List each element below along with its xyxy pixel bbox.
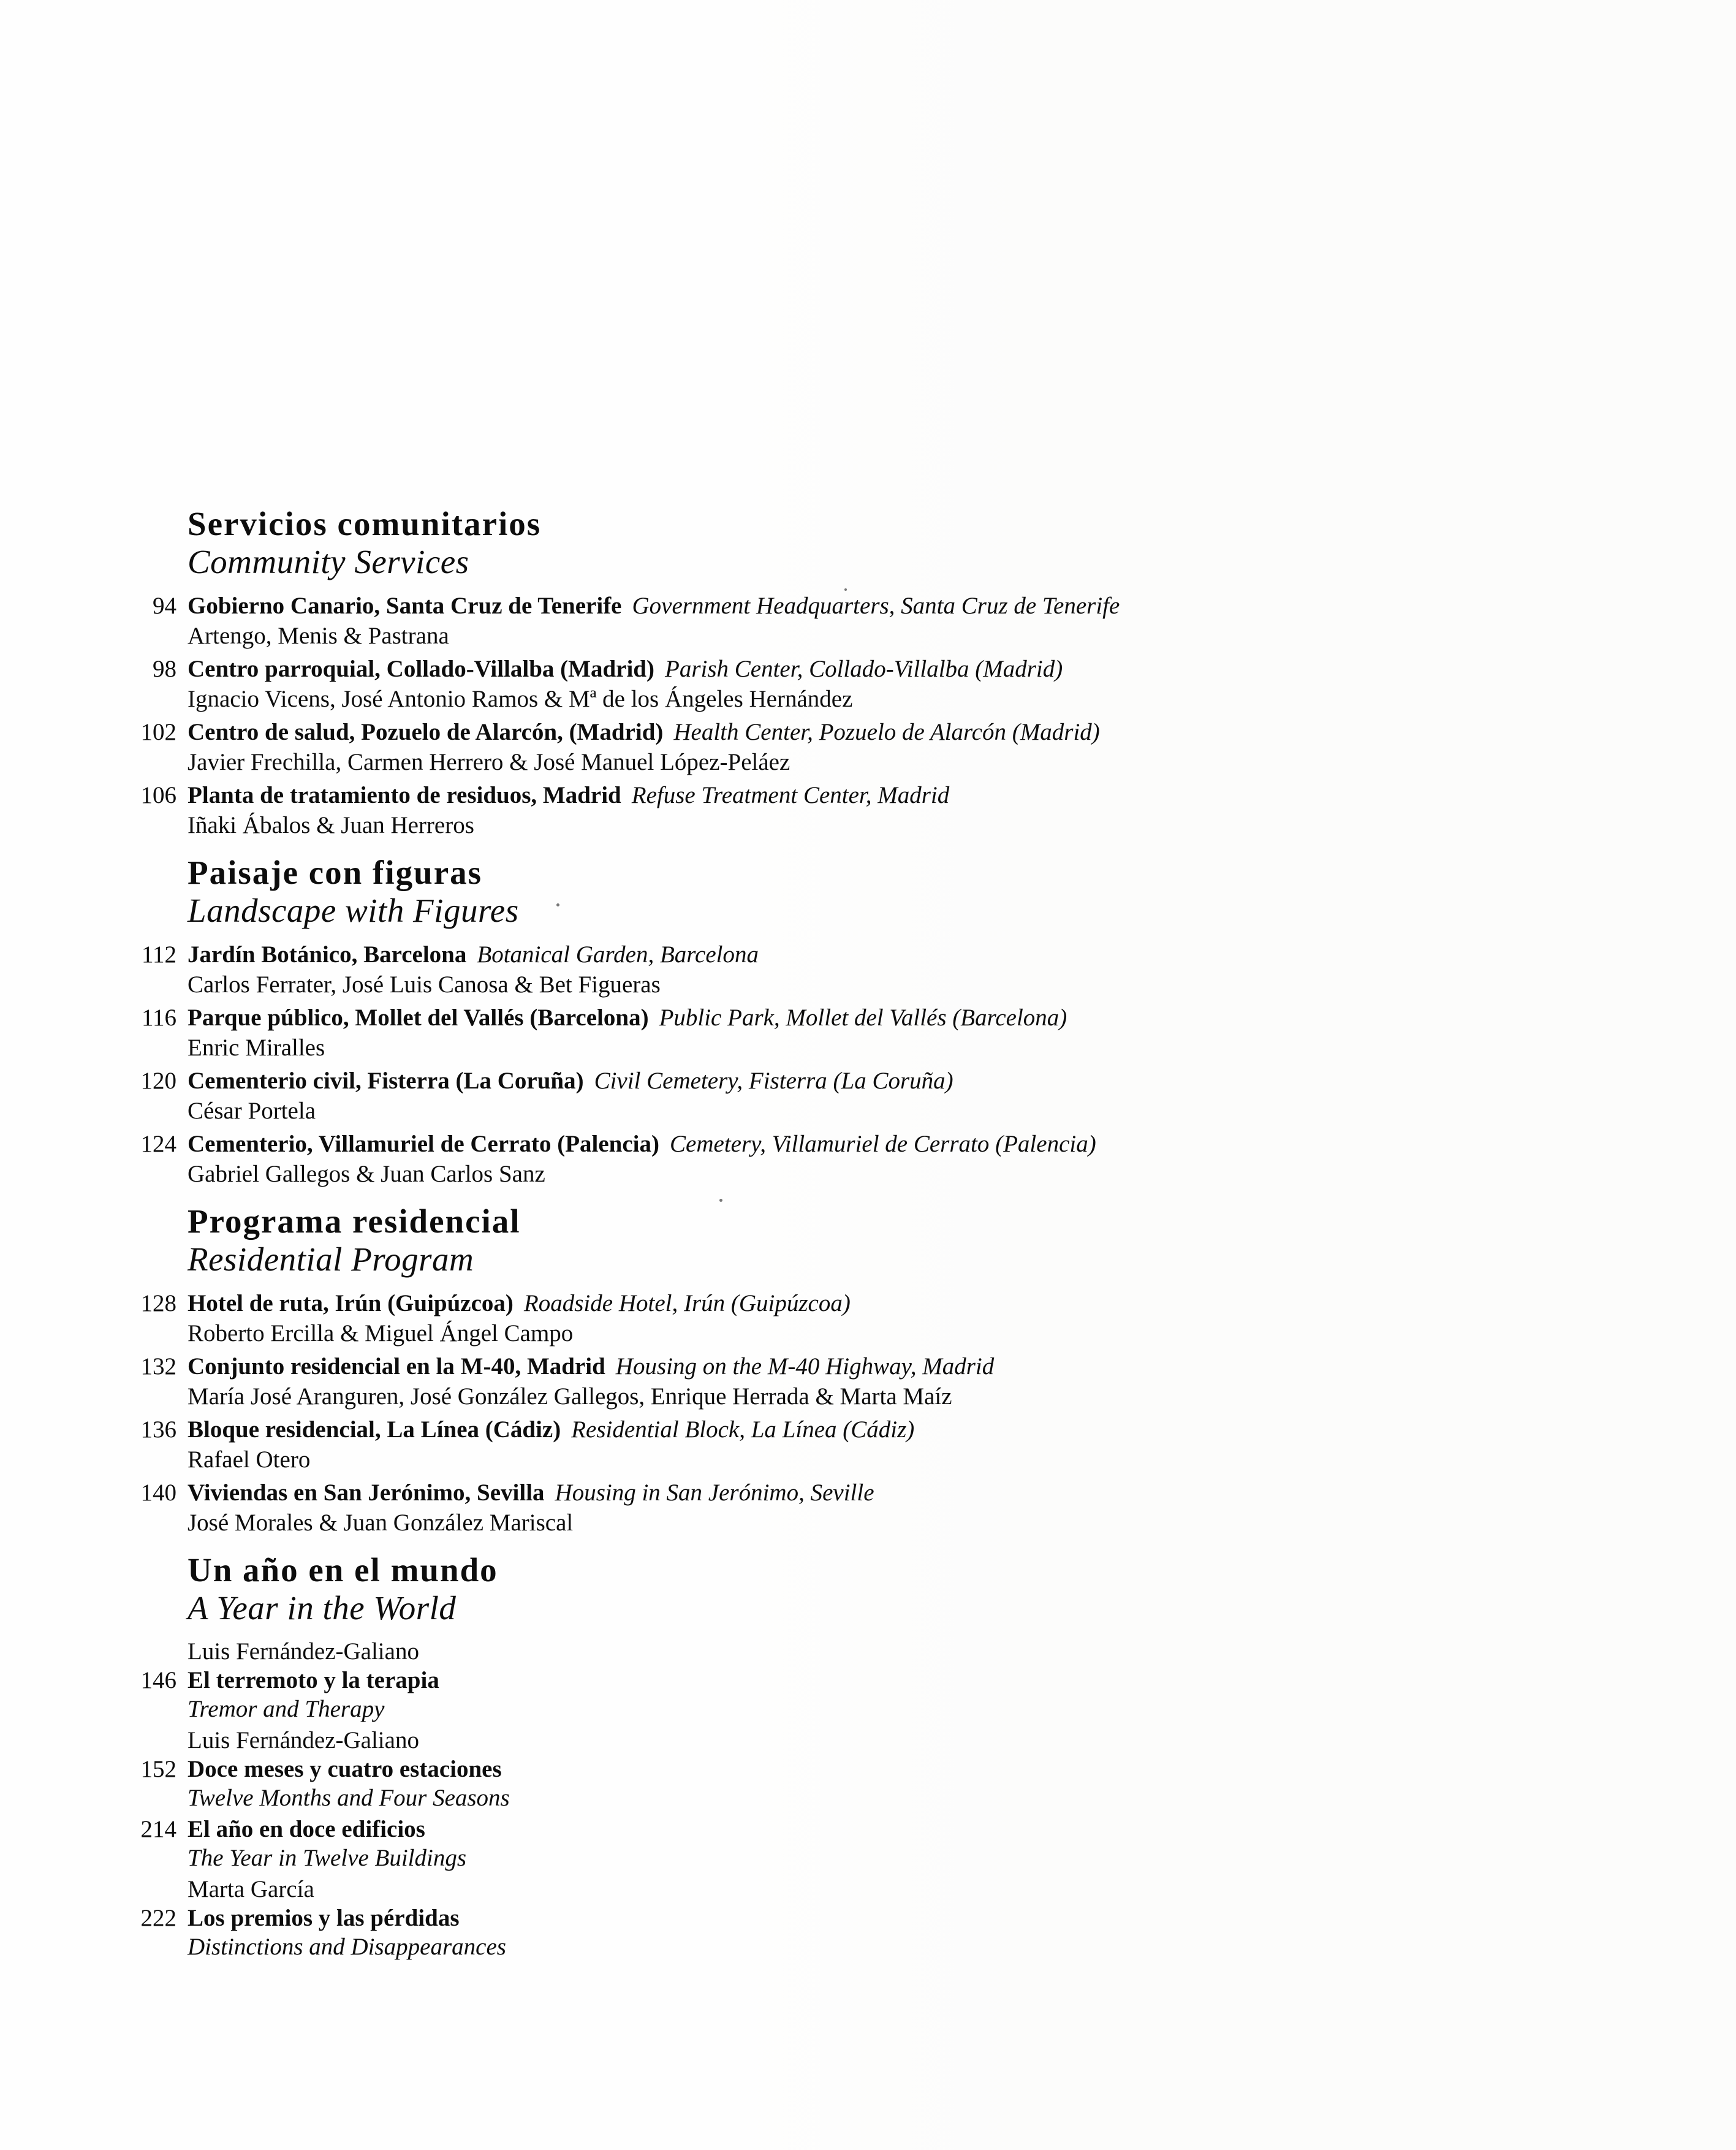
page-number: 112 xyxy=(141,941,176,968)
essay-author: Luis Fernández-Galiano xyxy=(188,1638,419,1665)
essay-title-spanish: Los premios y las pérdidas xyxy=(188,1905,460,1931)
section-title-spanish: Un año en el mundo xyxy=(188,1551,498,1589)
entry-title-line xyxy=(188,1288,1229,1318)
toc-entry xyxy=(153,654,1229,714)
entry-title-spanish: Conjunto residencial en la M-40, Madrid xyxy=(188,1353,605,1380)
section-title-english: A Year in the World xyxy=(188,1589,457,1627)
entry-title-line xyxy=(188,1478,1229,1508)
section-title-spanish: Paisaje con figuras xyxy=(188,854,483,891)
entry-title-english: Government Headquarters, Santa Cruz de Tenerife xyxy=(632,593,1120,619)
essay-author: Marta García xyxy=(188,1876,314,1902)
entry-title-line xyxy=(188,940,1229,970)
section-heading xyxy=(188,854,1229,930)
entry-authors: César Portela xyxy=(188,1098,316,1124)
toc-entry xyxy=(140,780,1229,840)
page-number: 120 xyxy=(140,1068,176,1094)
page-number: 116 xyxy=(141,1005,176,1031)
entry-title-spanish: Gobierno Canario, Santa Cruz de Tenerife xyxy=(188,593,622,619)
entry-authors: Carlos Ferrater, José Luis Canosa & Bet Figueras xyxy=(188,971,661,998)
essay-title-spanish: Doce meses y cuatro estaciones xyxy=(188,1756,502,1782)
section-title-spanish: Programa residencial xyxy=(188,1202,521,1240)
entry-title-spanish: Planta de tratamiento de residuos, Madrid xyxy=(188,782,621,808)
toc-entry xyxy=(140,1351,1229,1411)
entry-title-line xyxy=(188,1066,1229,1096)
entry-authors: Gabriel Gallegos & Juan Carlos Sanz xyxy=(188,1161,545,1187)
page-number: 152 xyxy=(140,1756,176,1782)
entry-authors: Artengo, Menis & Pastrana xyxy=(188,623,449,649)
entry-title-english: Cemetery, Villamuriel de Cerrato (Palencia) xyxy=(670,1131,1096,1157)
scan-speck xyxy=(556,903,559,906)
entry-title-spanish: Jardín Botánico, Barcelona xyxy=(188,941,467,968)
entry-authors: Enric Miralles xyxy=(188,1035,325,1061)
scan-speck xyxy=(844,588,847,591)
page-number: 102 xyxy=(140,719,176,745)
toc-entry xyxy=(153,591,1229,651)
entry-title-english: Refuse Treatment Center, Madrid xyxy=(631,782,950,808)
entry-title-line xyxy=(188,591,1229,621)
page-number: 94 xyxy=(153,593,176,619)
page-number: 222 xyxy=(140,1905,176,1931)
toc-entry xyxy=(141,940,1229,1000)
entry-title-line xyxy=(188,1415,1229,1445)
toc-section-landscape-with-figures xyxy=(140,854,1229,1189)
table-of-contents xyxy=(140,505,1229,1975)
page-number: 214 xyxy=(140,1816,176,1842)
entry-title-spanish: Hotel de ruta, Irún (Guipúzcoa) xyxy=(188,1290,514,1316)
page-number: 146 xyxy=(140,1667,176,1693)
page-number: 98 xyxy=(153,656,176,682)
section-title-spanish: Servicios comunitarios xyxy=(188,505,542,542)
essay-list xyxy=(140,1637,1229,1961)
entry-title-line xyxy=(188,1129,1229,1159)
toc-entry xyxy=(141,1003,1229,1063)
page-number: 106 xyxy=(140,782,176,808)
entry-authors: Roberto Ercilla & Miguel Ángel Campo xyxy=(188,1320,574,1347)
toc-section-residential-program xyxy=(140,1202,1229,1538)
page-number: 128 xyxy=(140,1290,176,1316)
toc-entry xyxy=(140,1066,1229,1126)
essay-title-english: Twelve Months and Four Seasons xyxy=(188,1785,510,1811)
entry-title-english: Residential Block, La Línea (Cádiz) xyxy=(571,1416,915,1443)
entry-title-line xyxy=(188,780,1229,810)
entry-title-english: Civil Cemetery, Fisterra (La Coruña) xyxy=(594,1068,953,1094)
scan-speck xyxy=(719,1199,722,1202)
toc-essay xyxy=(140,1726,1229,1812)
entry-title-english: Health Center, Pozuelo de Alarcón (Madrid) xyxy=(673,719,1100,745)
page-number: 132 xyxy=(140,1353,176,1380)
toc-entry xyxy=(140,1415,1229,1475)
toc-entry xyxy=(140,717,1229,777)
entry-authors: Iñaki Ábalos & Juan Herreros xyxy=(188,812,474,838)
entry-title-english: Housing in San Jerónimo, Seville xyxy=(555,1480,874,1506)
toc-essay xyxy=(140,1875,1229,1961)
toc-section-community-services xyxy=(140,505,1229,840)
section-heading xyxy=(188,1202,1229,1278)
entry-title-english: Housing on the M-40 Highway, Madrid xyxy=(615,1353,995,1380)
essay-title-english: Tremor and Therapy xyxy=(188,1696,385,1722)
toc-essay xyxy=(140,1637,1229,1723)
entry-title-line xyxy=(188,1003,1229,1033)
page-number: 124 xyxy=(140,1131,176,1157)
entry-title-spanish: Cementerio, Villamuriel de Cerrato (Palencia) xyxy=(188,1131,660,1157)
entry-authors: María José Aranguren, José González Gallegos, Enrique Herrada & Marta Maíz xyxy=(188,1383,952,1410)
section-heading xyxy=(188,1551,1229,1627)
entry-title-english: Parish Center, Collado-Villalba (Madrid) xyxy=(665,656,1063,682)
entry-title-line xyxy=(188,654,1229,684)
entry-title-english: Botanical Garden, Barcelona xyxy=(477,941,759,968)
toc-essay xyxy=(140,1815,1229,1872)
essay-title-english: The Year in Twelve Buildings xyxy=(188,1845,467,1871)
entry-title-line xyxy=(188,1351,1229,1381)
entry-title-english: Public Park, Mollet del Vallés (Barcelona) xyxy=(659,1005,1067,1031)
section-title-english: Community Services xyxy=(188,543,469,580)
entry-authors: Rafael Otero xyxy=(188,1446,311,1473)
toc-entry xyxy=(140,1478,1229,1538)
entry-title-line xyxy=(188,717,1229,747)
page-number: 136 xyxy=(140,1416,176,1443)
section-title-english: Residential Program xyxy=(188,1240,474,1278)
entry-authors: Javier Frechilla, Carmen Herrero & José Manuel López-Peláez xyxy=(188,749,790,775)
toc-entry xyxy=(140,1288,1229,1348)
section-title-english: Landscape with Figures xyxy=(188,892,519,929)
essay-author: Luis Fernández-Galiano xyxy=(188,1727,419,1753)
entry-title-spanish: Centro parroquial, Collado-Villalba (Madrid) xyxy=(188,656,654,682)
entry-title-spanish: Bloque residencial, La Línea (Cádiz) xyxy=(188,1416,561,1443)
toc-entry xyxy=(140,1129,1229,1189)
essay-title-english: Distinctions and Disappearances xyxy=(188,1934,506,1960)
entry-title-spanish: Cementerio civil, Fisterra (La Coruña) xyxy=(188,1068,584,1094)
page-number: 140 xyxy=(140,1480,176,1506)
section-heading xyxy=(188,505,1229,581)
toc-section-a-year-in-the-world xyxy=(140,1551,1229,1961)
entry-authors: José Morales & Juan González Mariscal xyxy=(188,1510,574,1536)
entry-authors: Ignacio Vicens, José Antonio Ramos & Mª de los Ángeles Hernández xyxy=(188,686,853,712)
entry-title-spanish: Centro de salud, Pozuelo de Alarcón, (Madrid) xyxy=(188,719,664,745)
essay-title-spanish: El año en doce edificios xyxy=(188,1816,425,1842)
entry-title-english: Roadside Hotel, Irún (Guipúzcoa) xyxy=(523,1290,851,1316)
entry-title-spanish: Viviendas en San Jerónimo, Sevilla xyxy=(188,1480,545,1506)
entry-title-spanish: Parque público, Mollet del Vallés (Barcelona) xyxy=(188,1005,649,1031)
essay-title-spanish: El terremoto y la terapia xyxy=(188,1667,439,1693)
